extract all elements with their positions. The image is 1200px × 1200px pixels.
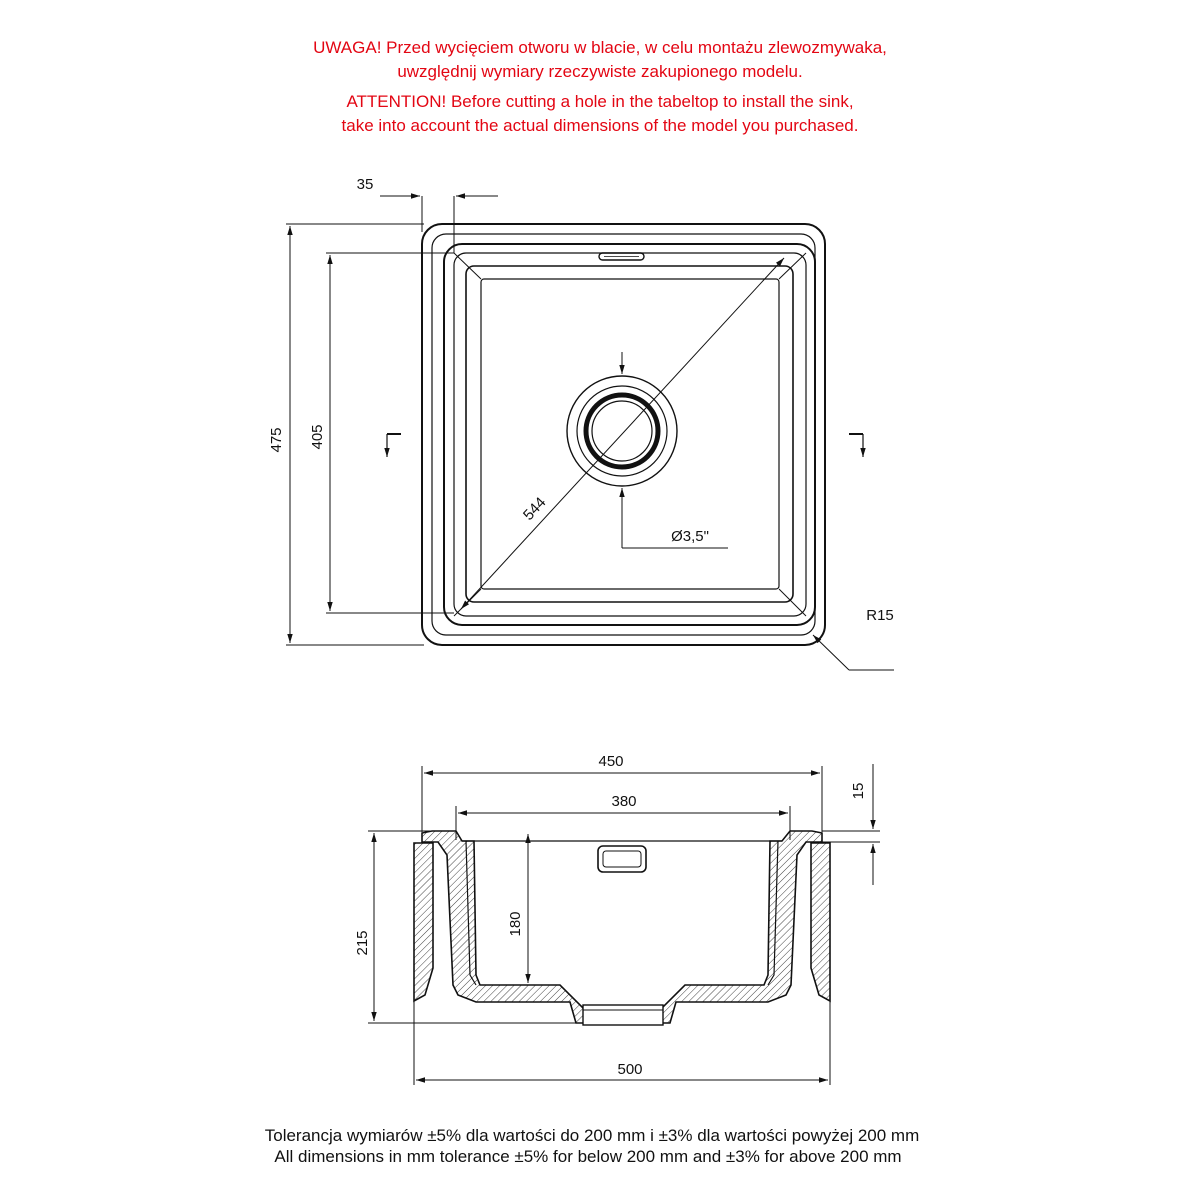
warning-english-line-2: take into account the actual dimensions of the model you purchased. <box>341 116 859 135</box>
dim-35-label: 35 <box>356 176 374 193</box>
tolerance-english: All dimensions in mm tolerance ±5% for below 200 mm and ±3% for above 200 mm <box>274 1147 902 1166</box>
dim-405-label: 405 <box>309 424 326 450</box>
dim-15-label: 15 <box>850 782 867 800</box>
dim-180-label: 180 <box>507 911 524 937</box>
bowl-bottom <box>466 266 793 602</box>
tolerance-polish: Tolerancja wymiarów ±5% dla wartości do 200 mm i ±3% dla wartości powyżej 200 mm <box>264 1126 920 1145</box>
warning-english-line-1: ATTENTION! Before cutting a hole in the tabeltop to install the sink, <box>346 92 854 111</box>
warning-polish-line-1: UWAGA! Przed wycięciem otworu w blacie, w celu montażu zlewozmywaka, <box>313 38 887 57</box>
radius-label: R15 <box>866 607 894 624</box>
dim-450-label: 450 <box>598 753 624 770</box>
countertop-right-section <box>811 843 830 1001</box>
dim-500-label: 500 <box>617 1061 643 1078</box>
overflow-opening <box>598 846 646 872</box>
dim-215-label: 215 <box>354 930 371 956</box>
top-view <box>286 196 894 670</box>
dim-475-label: 475 <box>268 427 285 453</box>
drain-opening <box>583 1005 663 1025</box>
warning-polish-line-2: uwzględnij wymiary rzeczywiste zakupionego modelu. <box>397 62 803 81</box>
sink-rim-inner-edge <box>432 234 815 635</box>
bowl-top-edge <box>444 244 815 625</box>
countertop-left-section <box>414 843 433 1001</box>
drain-ring <box>586 395 658 467</box>
bowl-bottom-inner <box>481 279 779 589</box>
diagonal-dimension-line <box>461 258 784 609</box>
sink-wall-section <box>422 831 822 1023</box>
sink-outer-rim <box>422 224 825 645</box>
side-view <box>414 831 830 1025</box>
bowl-top-edge-inner <box>454 253 806 616</box>
drain-diameter-label: Ø3,5" <box>671 528 709 545</box>
side-view-dimensions <box>368 764 880 1085</box>
dim-380-label: 380 <box>611 793 637 810</box>
drain-inner <box>592 401 652 461</box>
dim-544-label: 544 <box>519 493 550 524</box>
